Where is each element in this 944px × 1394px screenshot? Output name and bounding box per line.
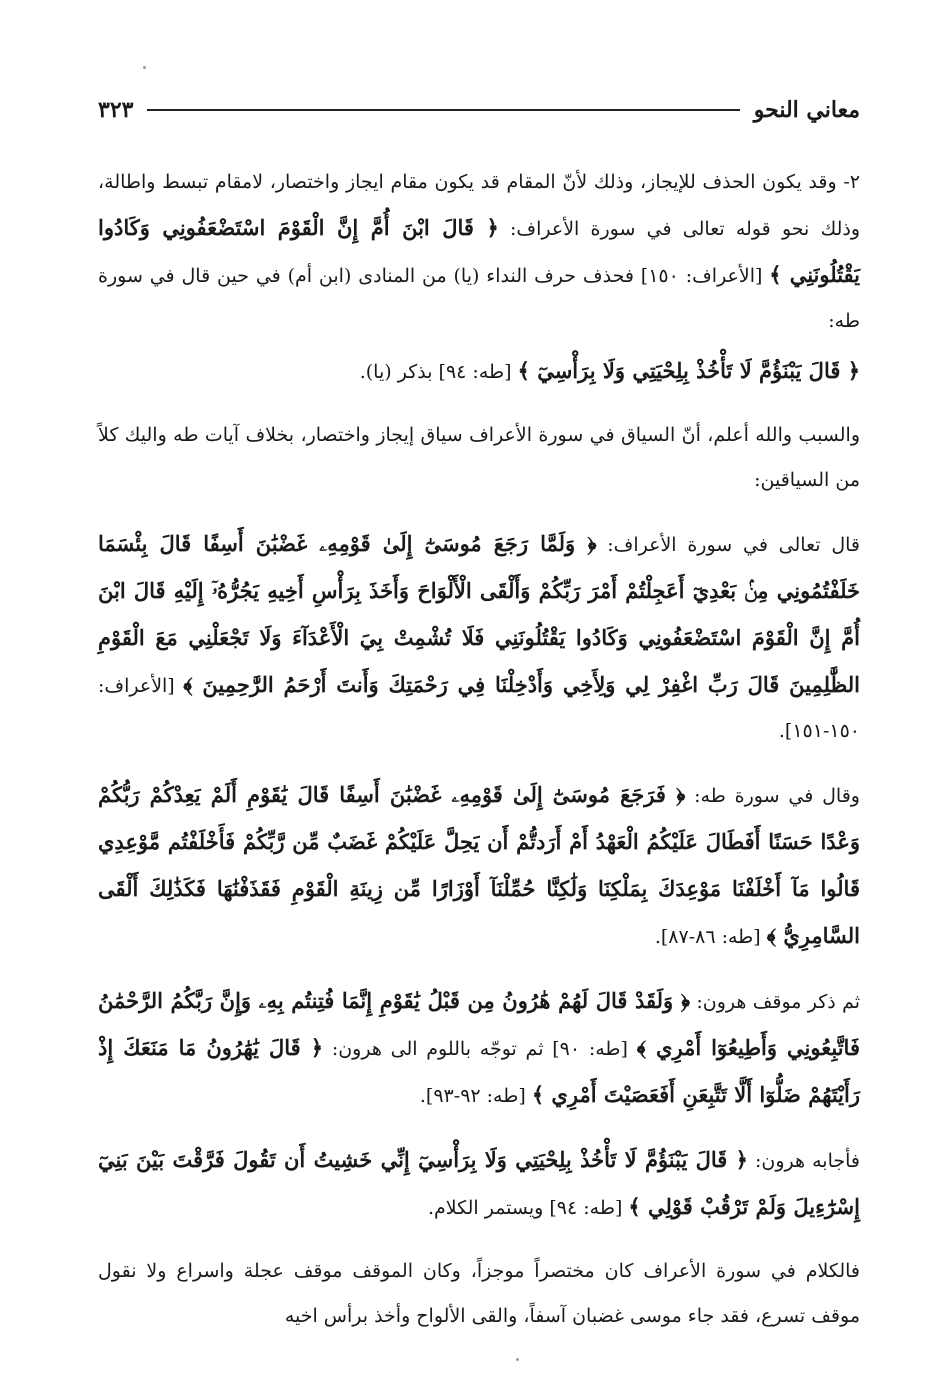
page-body [98, 160, 860, 1339]
paragraph-text: [طه: ٨٦-٨٧]. [654, 926, 767, 948]
paragraph [98, 521, 860, 754]
paragraph [98, 160, 860, 344]
paragraph-text: [طه: ٩٠] ثم توجّه باللوم الى هرون: [323, 1038, 637, 1060]
page-number: ٣٢٣ [98, 97, 134, 123]
quran-verse: ﴿ قَالَ يَٰهَٰرُونُ مَا مَنَعَكَ إِذْ رَأَيْتَهُمْ ضَلُّوٓا أَلَّا تَتَّبِعَنِ أَفَعَصَيْتَ أَمْرِي ﴾ [98, 1035, 860, 1107]
book-title: معاني النحو [753, 97, 860, 123]
paragraph-text: [الأعراف: ١٥٠] فحذف حرف النداء (يا) من المنادى (ابن أم) في حين قال في سورة طه: [98, 265, 860, 332]
quran-verse: ﴿ وَلَمَّا رَجَعَ مُوسَىٰٓ إِلَىٰ قَوْمِهِۦ غَضْبَٰنَ أَسِفًا قَالَ بِئْسَمَا خَلَفْتُمُونِي مِنۢ بَعْدِيٓ أَعَجِلْتُمْ أَمْرَ رَبِّكُمْ وَأَلْقَى الْأَلْوَاحَ وَأَخَذَ بِرَأْسِ أَخِيهِ يَجُرُّهُۥٓ إِلَيْهِ قَالَ ابْنَ أُمَّ إِنَّ الْقَوْمَ اسْتَضْعَفُونِي وَكَادُوا يَقْتُلُونَنِي فَلَا تُشْمِتْ بِيَ الْأَعْدَآءَ وَلَا تَجْعَلْنِي مَعَ الْقَوْمِ الظَّٰلِمِينَ قَالَ رَبِّ اغْفِرْ لِي وَلِأَخِي وَأَدْخِلْنَا فِي رَحْمَتِكَ وَأَنتَ أَرْحَمُ الرَّٰحِمِينَ ﴾ [98, 531, 860, 697]
paragraph [98, 1249, 860, 1339]
quran-verse: ﴿ وَلَقَدْ قَالَ لَهُمْ هَٰرُونُ مِن قَبْلُ يَٰقَوْمِ إِنَّمَا فُتِنتُم بِهِۦ وَإِنَّ رَبَّكُمُ الرَّحْمَٰنُ فَاتَّبِعُونِي وَأَطِيعُوٓا أَمْرِي ﴾ [98, 988, 860, 1060]
paragraph-text: ثم ذكر موقف هرون: [690, 991, 860, 1013]
paragraph-text: [طه: ٩٤] ويستمر الكلام. [427, 1197, 629, 1219]
quran-verse: ﴿ قَالَ يَبْنَؤُمَّ لَا تَأْخُذْ بِلِحْيَتِي وَلَا بِرَأْسِيٓ ﴾ [517, 358, 860, 383]
paragraph-text: [طه: ٩٢-٩٣]. [419, 1085, 532, 1107]
paragraph-text: [طه: ٩٤] بذكر (يا). [359, 361, 518, 383]
paragraph-text: ٢- وقد يكون الحذف للإيجاز، وذلك لأنّ المقام قد يكون مقام ايجاز واختصار، لامقام تبسط واطالة، وذلك نحو قوله تعالى في سورة الأعراف: [98, 171, 861, 240]
scan-speck [143, 66, 146, 69]
paragraph [98, 978, 860, 1119]
quran-verse: ﴿ قَالَ يَبْنَؤُمَّ لَا تَأْخُذْ بِلِحْيَتِي وَلَا بِرَأْسِيٓ إِنِّي خَشِيتُ أَن تَقُولَ فَرَّقْتَ بَيْنَ بَنِيٓ إِسْرَٰٓءِيلَ وَلَمْ تَرْقُبْ قَوْلِي ﴾ [98, 1147, 860, 1219]
page-header [98, 92, 860, 128]
paragraph [98, 1137, 860, 1231]
paragraph [98, 348, 860, 395]
paragraph [98, 772, 860, 960]
quran-verse: ﴿ فَرَجَعَ مُوسَىٰٓ إِلَىٰ قَوْمِهِۦ غَضْبَٰنَ أَسِفًا قَالَ يَٰقَوْمِ أَلَمْ يَعِدْكُمْ رَبُّكُمْ وَعْدًا حَسَنًا أَفَطَالَ عَلَيْكُمُ الْعَهْدُ أَمْ أَرَدتُّمْ أَن يَحِلَّ عَلَيْكُمْ غَضَبٌ مِّن رَّبِّكُمْ فَأَخْلَفْتُم مَّوْعِدِي قَالُوا مَآ أَخْلَفْنَا مَوْعِدَكَ بِمَلْكِنَا وَلَٰكِنَّا حُمِّلْنَآ أَوْزَارًا مِّن زِينَةِ الْقَوْمِ فَقَذَفْنَٰهَا فَكَذَٰلِكَ أَلْقَى السَّامِرِيُّ ﴾ [98, 782, 860, 948]
paragraph-text: [الأعراف: ١٥٠-١٥١]. [98, 675, 860, 742]
quran-verse: ﴿ قَالَ ابْنَ أُمَّ إِنَّ الْقَوْمَ اسْتَضْعَفُونِي وَكَادُوا يَقْتُلُونَنِي ﴾ [98, 215, 861, 287]
header-rule [147, 109, 739, 111]
paragraph-text: وقال في سورة طه: [685, 785, 860, 807]
paragraph-text: فأجابه هرون: [747, 1150, 860, 1172]
paragraph [98, 413, 860, 503]
paragraph-text: فالكلام في سورة الأعراف كان مختصراً موجزاً، وكان الموقف موقف عجلة واسراع ولا نقول موقف تسرع، فقد جاء موسى غضبان آسفاً، والقى الألواح وأخذ برأس اخيه [98, 1260, 860, 1327]
scan-speck [516, 1358, 519, 1361]
paragraph-text: والسبب والله أعلم، أنّ السياق في سورة الأعراف سياق إيجاز واختصار، بخلاف آيات طه واليك كلاً من السياقين: [98, 424, 860, 491]
paragraph-text: قال تعالى في سورة الأعراف: [596, 534, 860, 556]
